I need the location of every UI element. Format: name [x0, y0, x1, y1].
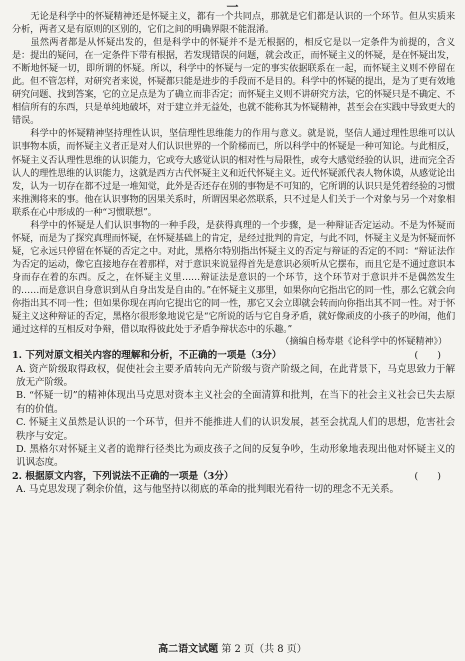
question-1-option-d: D. 黑格尔对怀疑主义者的诡辩行径类比为顽皮孩子之间的反复争吵，生动形象地表现出他对怀疑主义的讥讽态度。: [16, 444, 455, 469]
passage-paragraph-2: 虽然两者都是从怀疑出发的，但是科学中的怀疑并不是无根据的，相反它是以一定条件为前提的，含义是：提出的疑问，在一定条件下带有根据，若发现错误的问题，就会改正，而怀疑主义的怀疑，是在怀疑出发，不断地怀疑一切，即所谓的怀疑。所以，科学中的怀疑与一定的事实依据联系在一起，而怀疑主义则不停留在此。但不管怎样，对研究者来说，怀疑都只能是进步的手段而不是目的。科学中的怀疑的提出，是为了更有效地研究问题、找到答案，它的立足点是为了确立而非否定；而怀疑主义则不讲研究方法，它的怀疑只是不确定、不相信所有的东西，只是单纯地破坏，对于建立并无益处，也就不能称其为怀疑精神，甚至会在实践中导致更大的错误。: [12, 37, 455, 127]
question-1-stem: [12, 349, 455, 362]
question-1-text: 1. 下列对原文相关内容的理解和分析，不正确的一项是（3分）: [12, 350, 282, 362]
footer-page-number: 第 2 页（共 8 页）: [221, 644, 307, 655]
question-1-option-b: B. “怀疑一切”的精神体现出马克思对资本主义社会的全面清算和批判，在当下的社会主义社会已失去原有的价值。: [16, 390, 455, 415]
question-2-answer-blank: ( ): [414, 470, 441, 482]
page-footer: [0, 644, 465, 656]
passage-paragraph-4: 科学中的怀疑是人们认识事物的一种手段，是获得真理的一个步骤，是一种辩证否定运动。不是为怀疑而怀疑，而是为了探究真理而怀疑，在怀疑基础上的肯定，是经过批判的肯定，与此不同，怀疑主义是为怀疑而怀疑，它永远只停留在怀疑的否定之中。对此，黑格尔特别指出怀疑主义的否定与辩证的否定的不同：“辩证法作为否定的运动，像它直接地存在着那样，对于意识来说显得首先是意识必须听从它摆布，而且它是不通过意识本身而存在着的东西。反之，在怀疑主义里……辩证法是意识的一个环节，这个环节对于意识并不是偶然发生的……而是意识自身意识到从自身出发是自由的。”在怀疑主义那里，如果你向它指出它的同一性，那么它就会向你指出其不同一性；但如果你现在再向它提出它的同一性，那它又会立即就会转而向你指出其不同一性。对于怀疑主义这种辩证的否定，黑格尔很形象地说它是“它所说的话与它自身矛盾，就好像顽皮的小孩子的吵闹，他们通过这样的互相反对争辩，借以取得彼此处于矛盾争辩状态中的乐趣。”: [12, 219, 455, 336]
footer-title: 高二语文试题: [158, 644, 219, 655]
question-1-option-a: A. 资产阶级取得政权，促使社会主要矛盾转向无产阶级与资产阶级之间，在此背景下，马克思致力于解放无产阶级。: [16, 363, 455, 388]
question-2-stem: [12, 470, 455, 483]
question-2-option-a: A. 马克思发现了剩余价值，这与他坚持以彻底的革命的批判眼光看待一切的理念不无关系。: [16, 484, 399, 496]
header-mark: 一: [226, 0, 239, 14]
passage-paragraph-1: 无论是科学中的怀疑精神还是怀疑主义，都有一个共同点，那就是它们都是认识的一个环节。但从实质来分析，两者又是有原则的区别的，它们之间的明确界限不能混淆。: [12, 11, 455, 36]
question-1-answer-blank: ( ): [414, 350, 441, 362]
passage-source: （摘编自杨寿堪《论科学中的怀疑精神》）: [280, 337, 447, 348]
passage-paragraph-3: 科学中的怀疑精神坚持理性认识，坚信理性思维能力的作用与意义。就是说，坚信人通过理性思维可以认识事物本质，而怀疑主义者正是对人们认识世界的一个阶梯而已，所以科学中的怀疑是一种可知论。与此相反，怀疑主义否认理性思维的认识能力，它或夸大感觉认识的相对性与局限性，或夸大感觉经验的认识，进而完全否认人的理性思维的认识能力，这就是西方古代怀疑主义和近代怀疑主义。近代怀疑派代表人物休谟，从感觉论出发，认为一切存在都不过是一堆知觉，此外是否还存在别的事物是不可知的，它所谓的认识只是凭着经验的习惯来推测将来的事。他在认识事物的因果关系时，所谓因果必然联系，只不过是人们关于一个对象与另一个对象相联系在心中形成的一种“习惯联想”。: [12, 128, 455, 218]
passage-content: [12, 10, 455, 497]
question-2-text: 2. 根据原文内容，下列说法不正确的一项是（3分）: [12, 470, 234, 482]
question-1-option-c: C. 怀疑主义虽然是认识的一个环节，但并不能推进人们的认识发展，甚至会扰乱人们的思想，危害社会秩序与安定。: [16, 417, 455, 442]
